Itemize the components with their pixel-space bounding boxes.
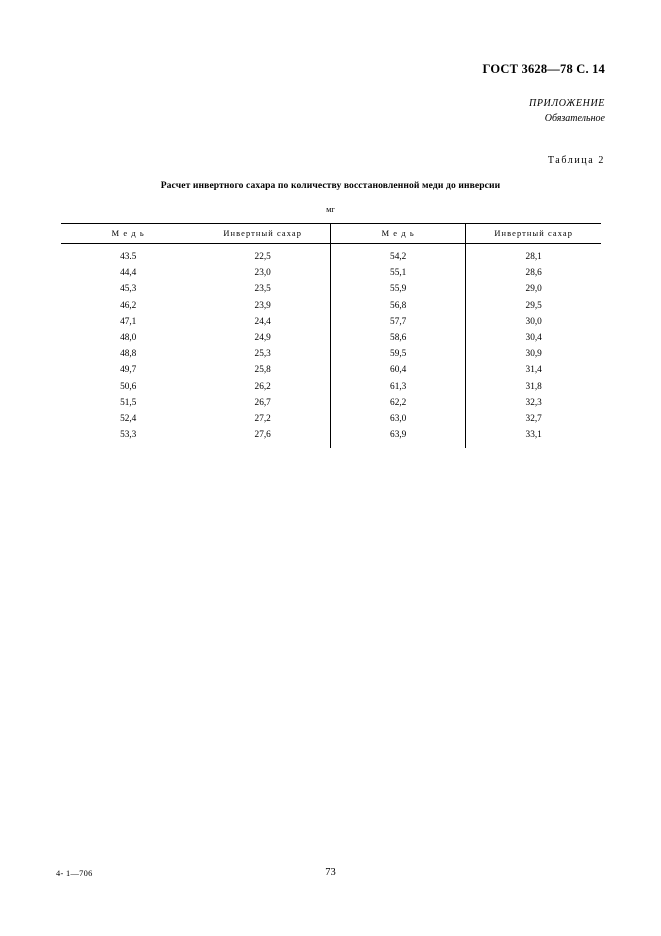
cell-copper-2: 62,2 (330, 395, 465, 411)
cell-copper-2: 55,9 (330, 281, 465, 297)
printer-signature: 4- 1—706 (56, 869, 93, 878)
cell-sugar-2: 31,8 (466, 379, 601, 395)
annex-title: ПРИЛОЖЕНИЕ (529, 98, 605, 109)
cell-copper-1: 50,6 (120, 381, 137, 392)
cell-sugar-1: 23,9 (195, 298, 330, 314)
table-row (61, 330, 601, 346)
table-spacer-row (61, 443, 601, 448)
cell-copper-2: 59,5 (330, 346, 465, 362)
cell-copper-1: 48,0 (120, 333, 137, 344)
table-header-row (61, 224, 601, 244)
cell-sugar-2: 28,6 (466, 265, 601, 281)
cell-copper-1: 48,8 (120, 349, 137, 360)
cell-sugar-1: 24,9 (195, 330, 330, 346)
table-number-label: Таблица 2 (547, 155, 605, 166)
cell-sugar-2: 29,5 (466, 298, 601, 314)
page-number: 73 (325, 867, 336, 878)
table-row (61, 249, 601, 265)
cell-sugar-1: 26,2 (195, 379, 330, 395)
table-row (61, 427, 601, 443)
table-row (61, 362, 601, 378)
cell-sugar-2: 30,0 (466, 314, 601, 330)
inversion-sugar-table (61, 223, 601, 448)
cell-sugar-2: 30,4 (466, 330, 601, 346)
cell-sugar-1: 23,0 (195, 265, 330, 281)
table-row (61, 411, 601, 427)
cell-sugar-1: 26,7 (195, 395, 330, 411)
cell-copper-2: 63,9 (330, 427, 465, 443)
annex-block (529, 97, 605, 126)
cell-sugar-1: 24,4 (195, 314, 330, 330)
cell-copper-2: 61,3 (330, 379, 465, 395)
cell-copper-1: 47,1 (120, 316, 137, 327)
cell-copper-2: 55,1 (330, 265, 465, 281)
cell-copper-2: 54,2 (330, 249, 465, 265)
cell-copper-1: 53,3 (120, 430, 137, 441)
cell-copper-2: 63,0 (330, 411, 465, 427)
cell-copper-2: 58,6 (330, 330, 465, 346)
table-row (61, 379, 601, 395)
table-unit-label: мг (326, 205, 335, 214)
column-header-sugar-2: Инвертный сахар (466, 224, 601, 244)
cell-copper-2: 57,7 (330, 314, 465, 330)
table-row (61, 314, 601, 330)
annex-subtitle: Обязательное (544, 112, 605, 124)
cell-copper-2: 60,4 (330, 362, 465, 378)
cell-copper-1: 46,2 (120, 300, 137, 311)
cell-sugar-1: 23,5 (195, 281, 330, 297)
column-header-copper-2: М е д ь (330, 224, 465, 244)
cell-copper-1: 43.5 (120, 252, 137, 263)
cell-sugar-2: 31,4 (466, 362, 601, 378)
cell-sugar-1: 25,8 (195, 362, 330, 378)
cell-sugar-2: 33,1 (466, 427, 601, 443)
cell-sugar-2: 32,7 (466, 411, 601, 427)
column-header-copper-1: М е д ь (61, 224, 195, 244)
table-row (61, 298, 601, 314)
cell-sugar-2: 32,3 (466, 395, 601, 411)
table-caption: Расчет инвертного сахара по количеству восстановленной меди до инверсии (160, 180, 501, 191)
page-header-standard: ГОСТ 3628—78 С. 14 (482, 62, 605, 76)
cell-copper-2: 56,8 (330, 298, 465, 314)
cell-copper-1: 52,4 (120, 413, 137, 424)
table-row (61, 281, 601, 297)
cell-sugar-2: 29,0 (466, 281, 601, 297)
cell-copper-1: 51,5 (120, 397, 137, 408)
table-row (61, 395, 601, 411)
table-row (61, 265, 601, 281)
cell-sugar-1: 27,6 (195, 427, 330, 443)
table-row (61, 346, 601, 362)
cell-sugar-2: 28,1 (466, 249, 601, 265)
cell-sugar-1: 27,2 (195, 411, 330, 427)
cell-sugar-1: 25,3 (195, 346, 330, 362)
cell-sugar-1: 22,5 (195, 249, 330, 265)
cell-copper-1: 49,7 (120, 365, 137, 376)
cell-copper-1: 44,4 (120, 268, 137, 279)
cell-sugar-2: 30,9 (466, 346, 601, 362)
cell-copper-1: 45,3 (120, 284, 137, 295)
table-body (61, 244, 601, 449)
column-header-sugar-1: Инвертный сахар (195, 224, 330, 244)
